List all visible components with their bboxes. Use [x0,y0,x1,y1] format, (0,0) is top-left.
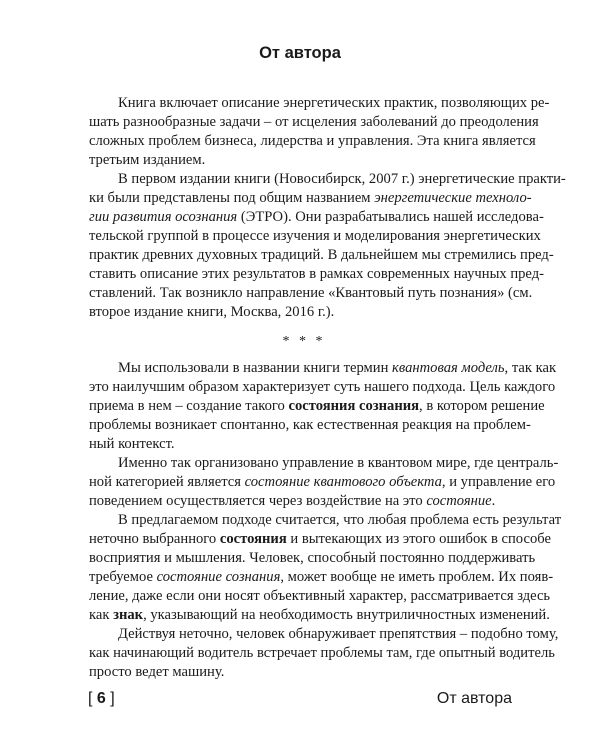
text-run: , так как [504,360,557,376]
text-run: неточно выбранного [89,531,220,547]
text-run: ставить описание этих результатов в рамках современных научных пред- [89,266,544,282]
paragraph [89,511,562,625]
text-run: , в котором решение [419,398,545,414]
paragraph [89,625,559,682]
page-number [88,690,115,708]
page-title: От автора [259,44,341,62]
text-run: Книга включает описание энергетических практик, позволяющих ре- [118,95,550,111]
text-run: В первом издании книги (Новосибирск, 2007 г.) энергетические практи- [118,171,566,187]
text-line [89,606,550,625]
text-line [89,473,556,492]
text-line [89,378,556,397]
page-number-value: 6 [96,690,106,707]
text-line [89,113,539,132]
text-line [89,170,566,189]
text-run: как начинающий водитель встречает проблемы там, где опытный водитель [89,645,555,661]
text-run: ный контекст. [89,436,175,452]
text-line [89,644,555,663]
text-run: требуемое [89,569,157,585]
text-line [89,227,541,246]
text-run: проблемы возникает спонтанно, как естественная реакция на проблем- [89,417,531,433]
text-line [89,94,550,113]
text-line [89,435,519,454]
text-run: (ЭТРО). Они разрабатывались нашей исследова- [237,209,544,225]
text-line [89,549,536,568]
bold-term: знак [113,607,144,623]
text-line [89,397,545,416]
text-run: , и управление его [441,474,556,490]
text-run: практик древних духовных традиций. В дальнейшем мы стремились пред- [89,247,554,263]
text-line [89,663,519,682]
italic-term: состояние квантового объекта [244,474,442,490]
italic-term: энергетические техноло- [374,190,532,206]
paragraph [89,454,559,511]
text-line [89,416,531,435]
running-head: От автора [436,690,512,707]
italic-term: гии развития осознания [89,209,238,225]
bold-term: состояния сознания [288,398,420,414]
text-run: , может вообще не иметь проблем. Их появ- [280,569,554,585]
text-run: В предлагаемом подходе считается, что любая проблема есть результат [118,512,562,528]
text-line [89,246,554,265]
text-run: шать разнообразные задачи – от исцеления заболеваний до преодоления [89,114,539,130]
page-number-close-bracket: ] [110,690,115,707]
paragraph [89,170,566,322]
text-line [89,132,536,151]
page-footer [88,690,512,714]
text-run: сложных проблем бизнеса, лидерства и управления. Эта книга является [89,133,536,149]
text-line [89,284,533,303]
text-run: восприятия и мышления. Человек, способный постоянно поддерживать [89,550,536,566]
text-run: просто ведет машину. [89,664,225,680]
text-run: Действуя неточно, человек обнаруживает препятствия – подобно тому, [118,626,559,642]
text-line [89,511,562,530]
text-run: и вытекающих из этого ошибок в способе [286,531,551,547]
page-number-open-bracket: [ [88,690,93,707]
text-run: второе издание книги, Москва, 2016 г.). [89,304,335,320]
text-line [89,530,551,549]
text-line [89,208,544,227]
body-text [89,94,566,682]
section-separator: * * * [282,334,326,349]
text-run: ставлений. Так возникло направление «Квантовый путь познания» (см. [89,285,533,301]
text-line [89,189,532,208]
text-run: поведением осуществляется через воздействие на это [89,493,427,509]
italic-term: состояние сознания [156,569,281,585]
text-run: , указывающий на необходимость внутриличностных изменений. [143,607,550,623]
text-run: тельской группой в процессе изучения и моделирования энергетических [89,228,541,244]
text-line [89,359,557,378]
paragraph [89,94,550,170]
text-line [89,303,519,322]
text-line [89,492,519,511]
text-line [89,151,519,170]
bold-term: состояния [219,531,287,547]
text-line [89,568,554,587]
text-run: как [89,607,114,623]
text-run: . [491,493,496,509]
text-run: третьим изданием. [89,152,206,168]
text-line [89,625,559,644]
paragraph [89,359,557,454]
text-run: Мы использовали в названии книги термин [118,360,393,376]
text-line [89,587,551,606]
text-run: Именно так организовано управление в квантовом мире, где централь- [118,455,559,471]
text-line [89,265,544,284]
text-run: ление, даже если они носят объективный характер, рассматривается здесь [89,588,551,604]
text-run: это наилучшим образом характеризует суть нашего подхода. Цель каждого [89,379,556,395]
text-run: ной категорией является [89,474,245,490]
text-run: ки были представлены под общим названием [89,190,375,206]
italic-term: квантовая модель [392,360,505,376]
italic-term: состояние [426,493,492,509]
text-line [89,454,559,473]
text-run: приема в нем – создание такого [89,398,289,414]
